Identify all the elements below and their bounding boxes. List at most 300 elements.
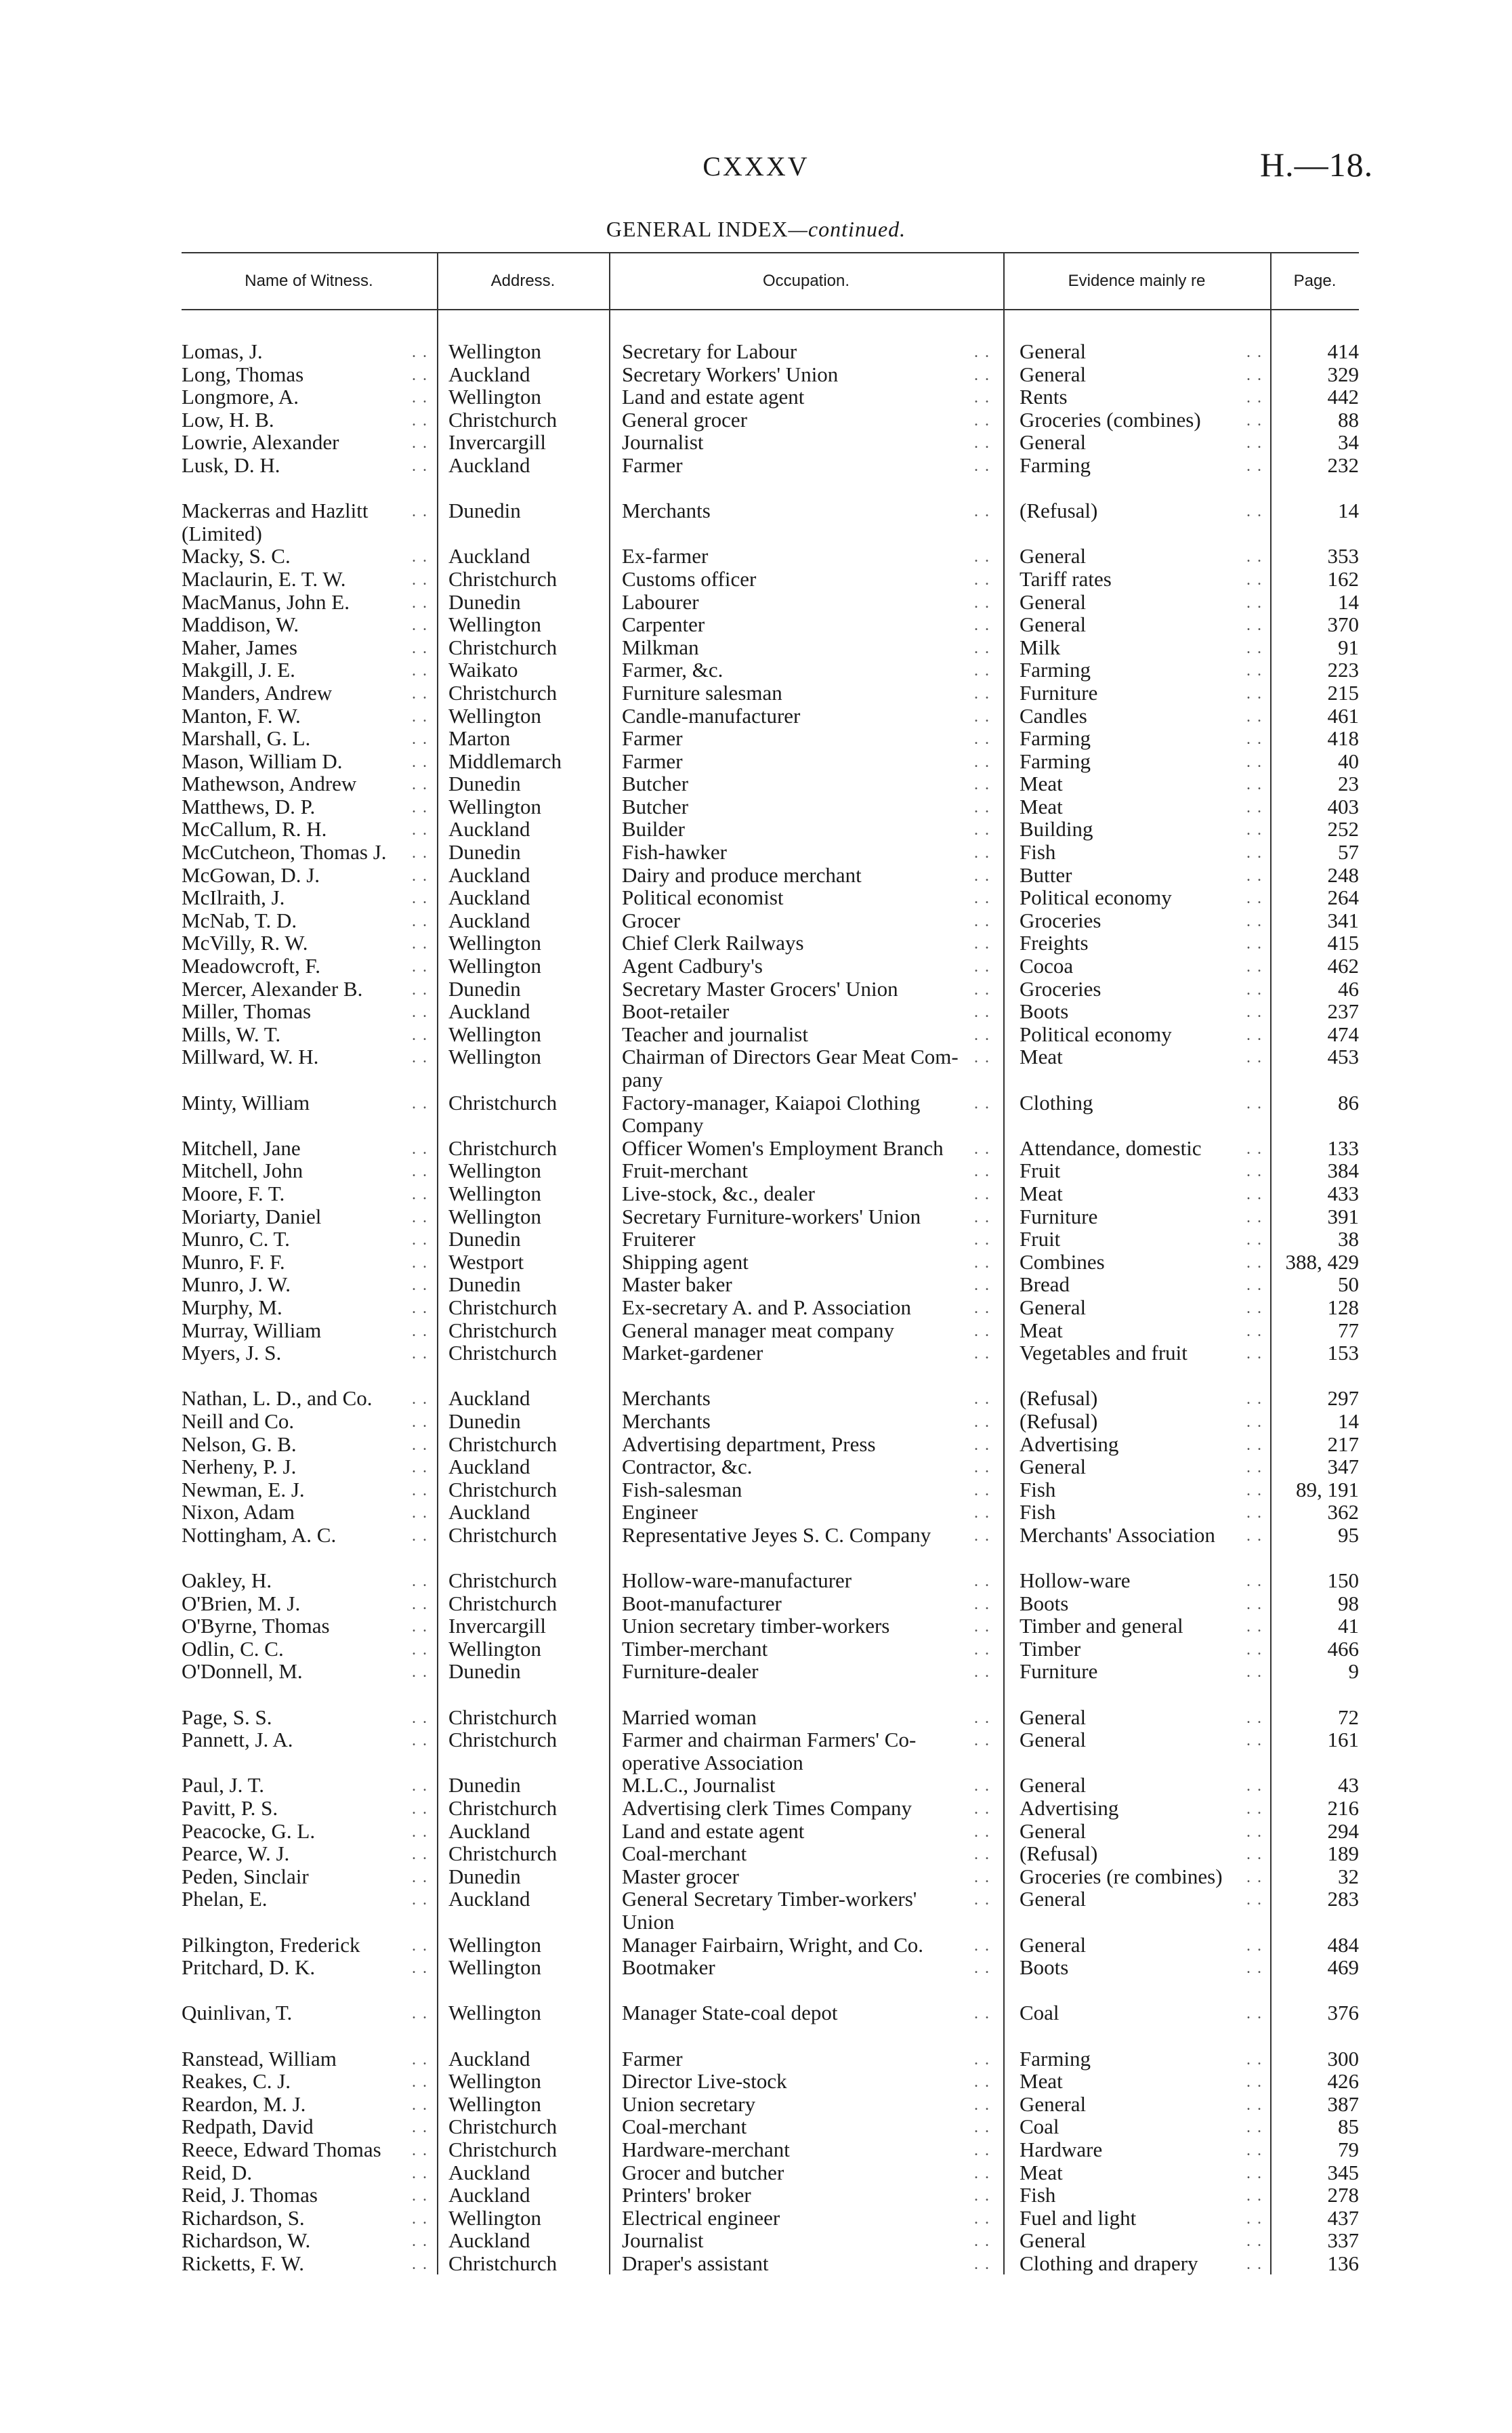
- witness-occupation: [622, 2001, 991, 2024]
- leader-dots: . .: [1246, 1140, 1263, 1158]
- page-reference: 32: [1338, 1864, 1359, 1888]
- leader-dots: . .: [974, 980, 990, 999]
- leader-dots: . .: [412, 684, 428, 703]
- table-row: [182, 978, 1359, 1001]
- leader-dots: . .: [1246, 1208, 1263, 1226]
- table-row: [182, 1045, 1359, 1091]
- witness-occupation: [622, 932, 991, 955]
- evidence-topic: Timber: [1020, 1636, 1081, 1661]
- page-reference: 237: [1327, 999, 1359, 1024]
- witness-occupation: [622, 1091, 991, 1137]
- leader-dots: . .: [412, 1026, 428, 1044]
- witness-name: Marshall, G. L.: [182, 726, 311, 751]
- leader-dots: . .: [1246, 1185, 1263, 1203]
- leader-dots: . .: [974, 1891, 990, 1909]
- leader-dots: . .: [412, 2255, 428, 2273]
- column-divider: [437, 252, 438, 2274]
- evidence-topic: (Refusal): [1020, 1842, 1098, 1866]
- leader-dots: . .: [412, 389, 428, 407]
- page-reference: 437: [1327, 2205, 1359, 2230]
- evidence-topic: General: [1020, 2228, 1087, 2253]
- evidence-topic: Farming: [1020, 749, 1091, 773]
- table-row: [182, 818, 1359, 841]
- leader-dots: . .: [412, 1823, 428, 1841]
- witness-name: McNab, T. D.: [182, 908, 297, 932]
- witness-occupation: [622, 2093, 991, 2116]
- leader-dots: . .: [1246, 366, 1263, 384]
- witness-address: Wellington: [448, 1159, 541, 1183]
- table-row: [182, 591, 1359, 614]
- witness-name: Low, H. B.: [182, 407, 274, 432]
- witness-name: Minty, William: [182, 1090, 310, 1115]
- leader-dots: . .: [412, 776, 428, 794]
- witness-occupation: [622, 613, 991, 636]
- table-row: [182, 1774, 1359, 1797]
- page-reference: 189: [1327, 1842, 1359, 1866]
- witness-address: Dunedin: [448, 1659, 521, 1684]
- witness-occupation: [622, 1296, 991, 1319]
- table-row: [182, 1569, 1359, 1592]
- witness-occupation: [622, 431, 991, 454]
- table-row: [182, 1865, 1359, 1888]
- leader-dots: . .: [412, 2073, 428, 2092]
- evidence-topic: Advertising: [1020, 1796, 1119, 1820]
- witness-address: Christchurch: [448, 1295, 558, 1319]
- page-reference: 294: [1327, 1818, 1359, 1843]
- header-page: Page.: [1293, 272, 1337, 290]
- leader-dots: . .: [1246, 1800, 1263, 1818]
- table-row: [182, 1159, 1359, 1182]
- page-reference: 162: [1327, 566, 1359, 591]
- witness-address: Dunedin: [448, 772, 521, 796]
- leader-dots: . .: [974, 1573, 990, 1591]
- witness-occupation: [622, 1342, 991, 1365]
- evidence-topic: Furniture: [1020, 680, 1098, 705]
- page-reference: 161: [1327, 1728, 1359, 1752]
- witness-address: Dunedin: [448, 1409, 521, 1433]
- witness-occupation: [622, 1433, 991, 1456]
- occupation-line: pany: [622, 1068, 663, 1091]
- leader-dots: . .: [974, 594, 990, 612]
- leader-dots: . .: [412, 1253, 428, 1272]
- leader-dots: . .: [1246, 570, 1263, 589]
- evidence-topic: General: [1020, 1818, 1087, 1843]
- leader-dots: . .: [412, 594, 428, 612]
- page-reference: 57: [1338, 840, 1359, 865]
- leader-dots: . .: [412, 1208, 428, 1226]
- leader-dots: . .: [1246, 1936, 1263, 1955]
- leader-dots: . .: [1246, 844, 1263, 862]
- page-reference: 387: [1327, 2092, 1359, 2116]
- header-evidence: Evidence mainly re: [1068, 272, 1206, 290]
- witness-name: Pritchard, D. K.: [182, 1955, 316, 1980]
- leader-dots: . .: [974, 1959, 990, 1978]
- page-reference: 484: [1327, 1932, 1359, 1957]
- occupation-line: Merchants: [622, 1386, 711, 1411]
- evidence-topic: Butter: [1020, 862, 1072, 887]
- title-main: GENERAL INDEX: [606, 217, 789, 241]
- table-row: [182, 2184, 1359, 2207]
- witness-address: Christchurch: [448, 1568, 558, 1593]
- witness-name: Pilkington, Frederick: [182, 1932, 360, 1957]
- table-row: [182, 727, 1359, 750]
- leader-dots: . .: [412, 662, 428, 680]
- page-reference: 89, 191: [1296, 1477, 1359, 1501]
- witness-name: Munro, F. F.: [182, 1249, 285, 1274]
- page-reference: 9: [1348, 1659, 1359, 1684]
- witness-occupation: [622, 2070, 991, 2093]
- occupation-line: Ex-farmer: [622, 544, 709, 568]
- page-reference: 133: [1327, 1136, 1359, 1160]
- leader-dots: . .: [412, 1459, 428, 1477]
- witness-address: Invercargill: [448, 1614, 547, 1638]
- leader-dots: . .: [1246, 503, 1263, 521]
- witness-occupation: [622, 1706, 991, 1729]
- leader-dots: . .: [1246, 1413, 1263, 1431]
- witness-address: Marton: [448, 726, 511, 751]
- leader-dots: . .: [412, 1163, 428, 1181]
- witness-name: Pavitt, P. S.: [182, 1796, 278, 1820]
- evidence-topic: Clothing and drapery: [1020, 2251, 1198, 2275]
- witness-address: Auckland: [448, 2160, 530, 2184]
- witness-occupation: [622, 1865, 991, 1888]
- leader-dots: . .: [412, 2164, 428, 2182]
- witness-occupation: [622, 1888, 991, 1933]
- occupation-line: operative Association: [622, 1750, 803, 1774]
- occupation-line: Political economist: [622, 886, 784, 910]
- evidence-topic: General: [1020, 1932, 1087, 1957]
- witness-occupation: [622, 1774, 991, 1797]
- leader-dots: . .: [412, 1891, 428, 1909]
- witness-address: Christchurch: [448, 1842, 558, 1866]
- occupation-line: Contractor, &c.: [622, 1455, 753, 1479]
- leader-dots: . .: [412, 344, 428, 361]
- witness-address: Christchurch: [448, 1090, 558, 1115]
- occupation-line: Chairman of Directors Gear Meat Com-: [622, 1045, 959, 1069]
- occupation-line: Farmer: [622, 726, 683, 751]
- evidence-topic: Fish: [1020, 840, 1056, 865]
- witness-address: Christchurch: [448, 1477, 558, 1501]
- occupation-line: Journalist: [622, 430, 704, 455]
- evidence-topic: Groceries: [1020, 976, 1101, 1001]
- evidence-topic: General: [1020, 1887, 1087, 1911]
- witness-name: Page, S. S.: [182, 1705, 272, 1729]
- leader-dots: . .: [412, 2005, 428, 2023]
- evidence-topic: Furniture: [1020, 1659, 1098, 1684]
- witness-occupation: [622, 1592, 991, 1615]
- witness-occupation: [622, 1569, 991, 1592]
- occupation-line: Boot-retailer: [622, 999, 730, 1024]
- witness-name: Munro, C. T.: [182, 1227, 290, 1251]
- occupation-line: Union: [622, 1909, 675, 1934]
- evidence-topic: Clothing: [1020, 1090, 1093, 1115]
- table-row: [182, 1228, 1359, 1251]
- page-number: CXXXV: [702, 151, 810, 182]
- witness-occupation: [622, 1820, 991, 1843]
- occupation-line: Market-gardener: [622, 1341, 763, 1365]
- witness-name: Murphy, M.: [182, 1295, 282, 1319]
- leader-dots: . .: [1246, 2187, 1263, 2205]
- table-row: [182, 1888, 1359, 1933]
- witness-address: Auckland: [448, 2183, 530, 2207]
- table-row: [182, 454, 1359, 477]
- column-divider: [609, 252, 610, 2274]
- occupation-line: Dairy and produce merchant: [622, 862, 862, 887]
- witness-occupation: [622, 1000, 991, 1023]
- leader-dots: . .: [412, 753, 428, 771]
- witness-occupation: [622, 2138, 991, 2161]
- leader-dots: . .: [1246, 1094, 1263, 1112]
- evidence-topic: Fruit: [1020, 1227, 1061, 1251]
- witness-occupation: [622, 1501, 991, 1524]
- leader-dots: . .: [412, 1526, 428, 1545]
- witness-occupation: [622, 1251, 991, 1274]
- leader-dots: . .: [1246, 457, 1263, 475]
- page-reference: 50: [1338, 1272, 1359, 1297]
- page-reference: 370: [1327, 612, 1359, 637]
- page-reference: 474: [1327, 1022, 1359, 1046]
- leader-dots: . .: [412, 2232, 428, 2251]
- witness-occupation: [622, 886, 991, 909]
- evidence-topic: Farming: [1020, 726, 1091, 751]
- table-row: [182, 1501, 1359, 1524]
- witness-occupation: [622, 772, 991, 795]
- evidence-topic: Freights: [1020, 931, 1089, 955]
- page-reference: 329: [1327, 362, 1359, 386]
- witness-name: O'Byrne, Thomas: [182, 1614, 330, 1638]
- table-row: [182, 1387, 1359, 1410]
- leader-dots: . .: [412, 844, 428, 862]
- leader-dots: . .: [1246, 1891, 1263, 1909]
- witness-name: Lomas, J.: [182, 339, 263, 363]
- occupation-line: Electrical engineer: [622, 2205, 780, 2230]
- leader-dots: . .: [412, 707, 428, 726]
- leader-dots: . .: [1246, 2255, 1263, 2273]
- leader-dots: . .: [974, 1208, 990, 1226]
- table-row: [182, 1182, 1359, 1205]
- occupation-line: Fish-salesman: [622, 1477, 742, 1501]
- leader-dots: . .: [974, 1026, 990, 1044]
- witness-name: Reid, J. Thomas: [182, 2183, 318, 2207]
- witness-occupation: [622, 1182, 991, 1205]
- leader-dots: . .: [1246, 1345, 1263, 1363]
- header-address: Address.: [490, 272, 555, 290]
- page-reference: 95: [1338, 1522, 1359, 1547]
- witness-name: Manton, F. W.: [182, 703, 301, 728]
- occupation-line: Hollow-ware-manufacturer: [622, 1568, 852, 1593]
- leader-dots: . .: [974, 684, 990, 703]
- witness-address: Dunedin: [448, 499, 521, 523]
- witness-name: Pearce, W. J.: [182, 1842, 290, 1866]
- leader-dots: . .: [1246, 1322, 1263, 1340]
- witness-name: O'Donnell, M.: [182, 1659, 303, 1684]
- occupation-line: Shipping agent: [622, 1249, 749, 1274]
- witness-occupation: [622, 659, 991, 682]
- leader-dots: . .: [1246, 684, 1263, 703]
- table-row: [182, 2070, 1359, 2093]
- page-reference: 337: [1327, 2228, 1359, 2253]
- evidence-topic: Meat: [1020, 1181, 1063, 1205]
- witness-occupation: [622, 727, 991, 750]
- table-row: [182, 932, 1359, 955]
- table-row: [182, 431, 1359, 454]
- evidence-topic: Fish: [1020, 1500, 1056, 1524]
- table-row: [182, 1091, 1359, 1137]
- page-reference: 415: [1327, 931, 1359, 955]
- leader-dots: . .: [974, 2232, 990, 2251]
- witness-name: Maclaurin, E. T. W.: [182, 566, 346, 591]
- leader-dots: . .: [974, 1436, 990, 1454]
- witness-name: McVilly, R. W.: [182, 931, 308, 955]
- page-reference: 98: [1338, 1591, 1359, 1615]
- occupation-line: Engineer: [622, 1500, 698, 1524]
- leader-dots: . .: [1246, 935, 1263, 953]
- column-divider: [1003, 252, 1005, 2274]
- page-reference: 232: [1327, 453, 1359, 477]
- witness-occupation: [622, 1205, 991, 1228]
- witness-address: Dunedin: [448, 976, 521, 1001]
- occupation-line: Coal-merchant: [622, 2115, 747, 2139]
- occupation-line: Land and estate agent: [622, 1818, 805, 1843]
- leader-dots: . .: [1246, 662, 1263, 680]
- witness-name: Nixon, Adam: [182, 1500, 295, 1524]
- leader-dots: . .: [412, 1413, 428, 1431]
- occupation-line: General grocer: [622, 407, 748, 432]
- occupation-line: Secretary for Labour: [622, 339, 797, 363]
- witness-address: Dunedin: [448, 1864, 521, 1888]
- page-reference: 461: [1327, 703, 1359, 728]
- witness-name: McIlraith, J.: [182, 886, 285, 910]
- leader-dots: . .: [974, 1140, 990, 1158]
- leader-dots: . .: [412, 798, 428, 816]
- leader-dots: . .: [412, 867, 428, 885]
- table-row: [182, 1273, 1359, 1296]
- table-row: [182, 1956, 1359, 1979]
- evidence-topic: Farming: [1020, 2046, 1091, 2071]
- occupation-line: Union secretary timber-workers: [622, 1614, 890, 1638]
- leader-dots: . .: [974, 1345, 990, 1363]
- witness-name: Quinlivan, T.: [182, 2001, 293, 2025]
- leader-dots: . .: [974, 2187, 990, 2205]
- leader-dots: . .: [412, 730, 428, 749]
- table-row: [182, 772, 1359, 795]
- leader-dots: . .: [974, 2096, 990, 2114]
- leader-dots: . .: [412, 958, 428, 976]
- evidence-topic: General: [1020, 612, 1087, 637]
- witness-address: Christchurch: [448, 1136, 558, 1160]
- occupation-line: Manager Fairbairn, Wright, and Co.: [622, 1932, 923, 1957]
- evidence-topic: Boots: [1020, 1591, 1069, 1615]
- leader-dots: . .: [412, 1618, 428, 1636]
- evidence-topic: Coal: [1020, 2115, 1059, 2139]
- page-reference: 453: [1327, 1045, 1359, 1069]
- witness-address: Christchurch: [448, 1591, 558, 1615]
- table-row: [182, 750, 1359, 773]
- witness-name: Mills, W. T.: [182, 1022, 281, 1046]
- page-reference: 345: [1327, 2160, 1359, 2184]
- page-reference: 248: [1327, 862, 1359, 887]
- leader-dots: . .: [1246, 2232, 1263, 2251]
- leader-dots: . .: [412, 1049, 428, 1067]
- witness-name-continued: (Limited): [182, 521, 262, 545]
- leader-dots: . .: [1246, 2096, 1263, 2114]
- leader-dots: . .: [1246, 707, 1263, 726]
- leader-dots: . .: [1246, 434, 1263, 453]
- leader-dots: . .: [974, 1823, 990, 1841]
- leader-dots: . .: [974, 2141, 990, 2159]
- evidence-topic: Timber and general: [1020, 1614, 1183, 1638]
- evidence-topic: Bread: [1020, 1272, 1070, 1297]
- leader-dots: . .: [1246, 1573, 1263, 1591]
- page-reference: 418: [1327, 726, 1359, 751]
- leader-dots: . .: [974, 730, 990, 749]
- witness-occupation: [622, 2184, 991, 2207]
- evidence-topic: Meat: [1020, 1318, 1063, 1342]
- evidence-topic: Vegetables and fruit: [1020, 1341, 1188, 1365]
- witness-occupation: [622, 955, 991, 978]
- witness-occupation: [622, 1410, 991, 1433]
- witness-name: Longmore, A.: [182, 385, 299, 409]
- witness-address: Wellington: [448, 2069, 541, 2094]
- occupation-line: Merchants: [622, 1409, 711, 1433]
- page-reference: 426: [1327, 2069, 1359, 2094]
- leader-dots: . .: [974, 1390, 990, 1409]
- leader-dots: . .: [1246, 958, 1263, 976]
- table-row: [182, 340, 1359, 363]
- witness-address: Wellington: [448, 1932, 541, 1957]
- witness-occupation: [622, 636, 991, 659]
- leader-dots: . .: [974, 662, 990, 680]
- page-reference: 252: [1327, 817, 1359, 841]
- leader-dots: . .: [974, 1868, 990, 1886]
- witness-occupation: [622, 454, 991, 477]
- occupation-line: Master baker: [622, 1272, 732, 1297]
- leader-dots: . .: [412, 1595, 428, 1613]
- leader-dots: . .: [1246, 2164, 1263, 2182]
- witness-address: Middlemarch: [448, 749, 562, 773]
- leader-dots: . .: [1246, 1481, 1263, 1499]
- occupation-line: Grocer: [622, 908, 681, 932]
- page-reference: 217: [1327, 1432, 1359, 1456]
- leader-dots: . .: [974, 753, 990, 771]
- witness-address: Christchurch: [448, 1341, 558, 1365]
- evidence-topic: General: [1020, 1773, 1087, 1797]
- table-row: [182, 1000, 1359, 1023]
- occupation-line: Advertising clerk Times Company: [622, 1796, 912, 1820]
- page-reference: 88: [1338, 407, 1359, 432]
- header-occupation: Occupation.: [762, 272, 850, 290]
- witness-occupation: [622, 1159, 991, 1182]
- witness-occupation: [622, 386, 991, 409]
- witness-occupation: [622, 2207, 991, 2230]
- evidence-topic: Political economy: [1020, 1022, 1172, 1046]
- witness-name: Long, Thomas: [182, 362, 304, 386]
- witness-occupation: [622, 363, 991, 386]
- evidence-topic: Milk: [1020, 635, 1061, 659]
- evidence-topic: General: [1020, 1295, 1087, 1319]
- witness-name: Ricketts, F. W.: [182, 2251, 304, 2275]
- leader-dots: . .: [1246, 867, 1263, 885]
- leader-dots: . .: [974, 867, 990, 885]
- witness-name: Mackerras and Hazlitt: [182, 499, 369, 523]
- evidence-topic: Tariff rates: [1020, 566, 1112, 591]
- occupation-line: Journalist: [622, 2228, 704, 2253]
- page-reference: 40: [1338, 749, 1359, 773]
- witness-address: Auckland: [448, 886, 530, 910]
- witness-occupation: [622, 1797, 991, 1820]
- leader-dots: . .: [412, 1345, 428, 1363]
- witness-name: Matthews, D. P.: [182, 794, 316, 818]
